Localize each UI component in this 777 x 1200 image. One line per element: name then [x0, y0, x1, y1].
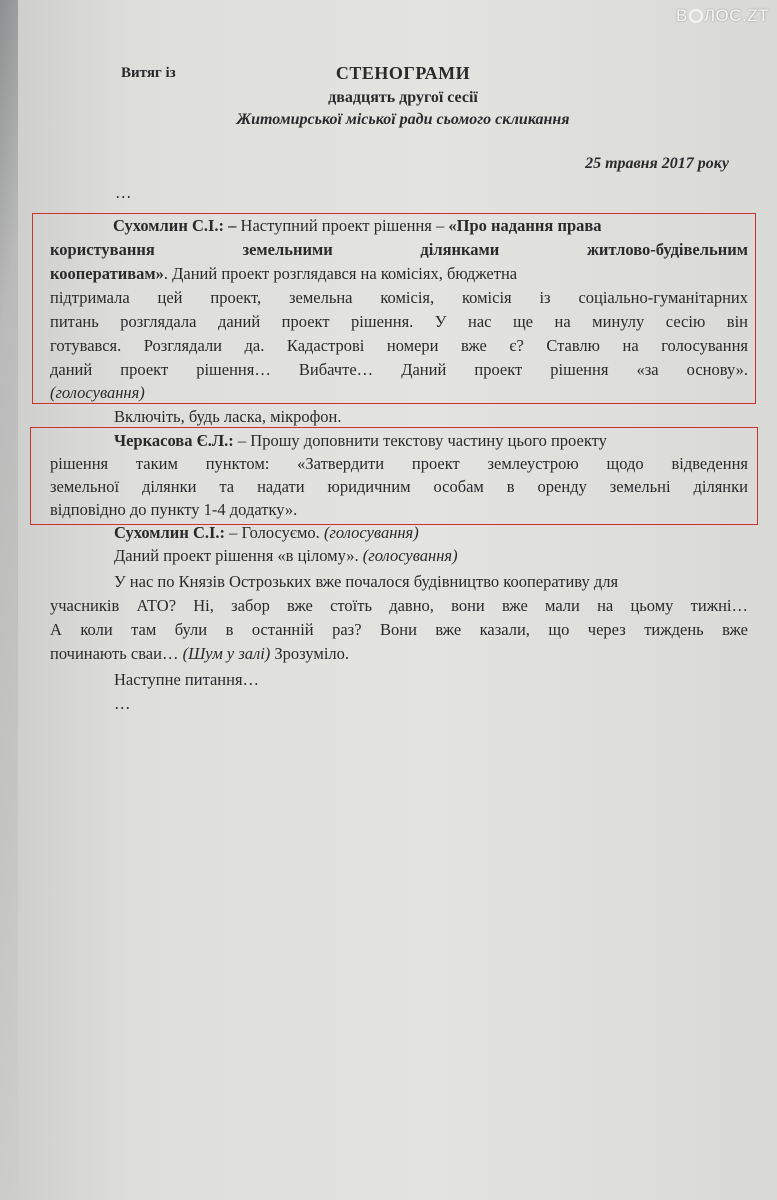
p5-text: Даний проект рішення «в цілому». [114, 546, 363, 565]
p6-line-2: учасників АТО? Ні, забор вже стоїть давно, вони вже мали на цьому тижні… [50, 596, 748, 615]
site-watermark [676, 6, 769, 26]
document-date: 25 травня 2017 року [585, 155, 729, 172]
p4-line [114, 523, 419, 543]
ellipsis-bottom: … [114, 694, 131, 713]
watermark-prefix: В [676, 6, 688, 25]
p6-l4-text: починають сваи… [50, 644, 183, 663]
p7-line: Наступне питання… [114, 670, 260, 689]
p3-line-4: відповідно до пункту 1-4 додатку». [50, 500, 298, 519]
p6-line-1: У нас по Князів Острозьких вже почалося будівництво кооперативу для [114, 572, 619, 591]
p6-line-4 [50, 644, 349, 664]
logo-icon [689, 9, 703, 23]
p1-line-6: готувався. Розглядали да. Кадастрові номери вже є? Ставлю на голосування [50, 336, 748, 355]
p3-speaker: Черкасова Є.Л.: [114, 431, 234, 450]
document-page [18, 0, 777, 1200]
p6-l4-italic: (Шум у залі) [182, 644, 271, 663]
p4-speaker: Сухомлин С.І.: [114, 523, 226, 542]
p1-l3-text: . Даний проект розглядався на комісіях, бюджетна [163, 264, 518, 283]
p1-l1-bold: «Про надання права [448, 216, 602, 235]
p1-line-4: підтримала цей проект, земельна комісія, комісія із соціально-гуманітарних [50, 288, 748, 307]
session-subtitle: двадцять другої сесії [328, 89, 478, 106]
extract-label: Витяг із [121, 65, 176, 81]
watermark-suffix: ЛОС.ZT [703, 6, 769, 25]
p4-italic: (голосування) [323, 523, 419, 542]
p1-line-8: (голосування) [50, 383, 145, 402]
p3-line-1 [114, 431, 607, 451]
p5-line [114, 546, 458, 566]
p1-line-7: даний проект рішення… Вибачте… Даний проект рішення «за основу». [50, 360, 748, 379]
p4-text: – Голосуємо. [225, 523, 324, 542]
council-subtitle: Житомирської міської ради сьомого скликання [236, 111, 570, 128]
p1-line-5: питань розглядала даний проект рішення. У нас ще на минулу сесію він [50, 312, 748, 331]
p1-l1-text: Наступний проект рішення – [236, 216, 449, 235]
p5-italic: (голосування) [362, 546, 458, 565]
p1-line-2: користування земельними ділянками житлово-будівельним [50, 240, 748, 259]
p1-line-3 [50, 264, 517, 284]
document-title: СТЕНОГРАМИ [335, 63, 471, 83]
p6-l4-end: Зрозуміло. [270, 644, 350, 663]
p3-l1-text: – Прошу доповнити текстову частину цього проекту [233, 431, 607, 450]
p1-l3-bold: кооперативам» [50, 264, 164, 283]
p2-line: Включіть, будь ласка, мікрофон. [114, 407, 342, 426]
p1-speaker: Сухомлин С.І.: – [113, 216, 237, 235]
p1-line-1 [113, 216, 602, 236]
p3-line-2: рішення таким пунктом: «Затвердити проект землеустрою щодо відведення [50, 454, 748, 473]
p3-line-3: земельної ділянки та надати юридичним особам в оренду земельні ділянки [50, 477, 748, 496]
ellipsis-top: … [115, 183, 132, 202]
p6-line-3: А коли там були в останній раз? Вони вже казали, що через тиждень вже [50, 620, 748, 639]
